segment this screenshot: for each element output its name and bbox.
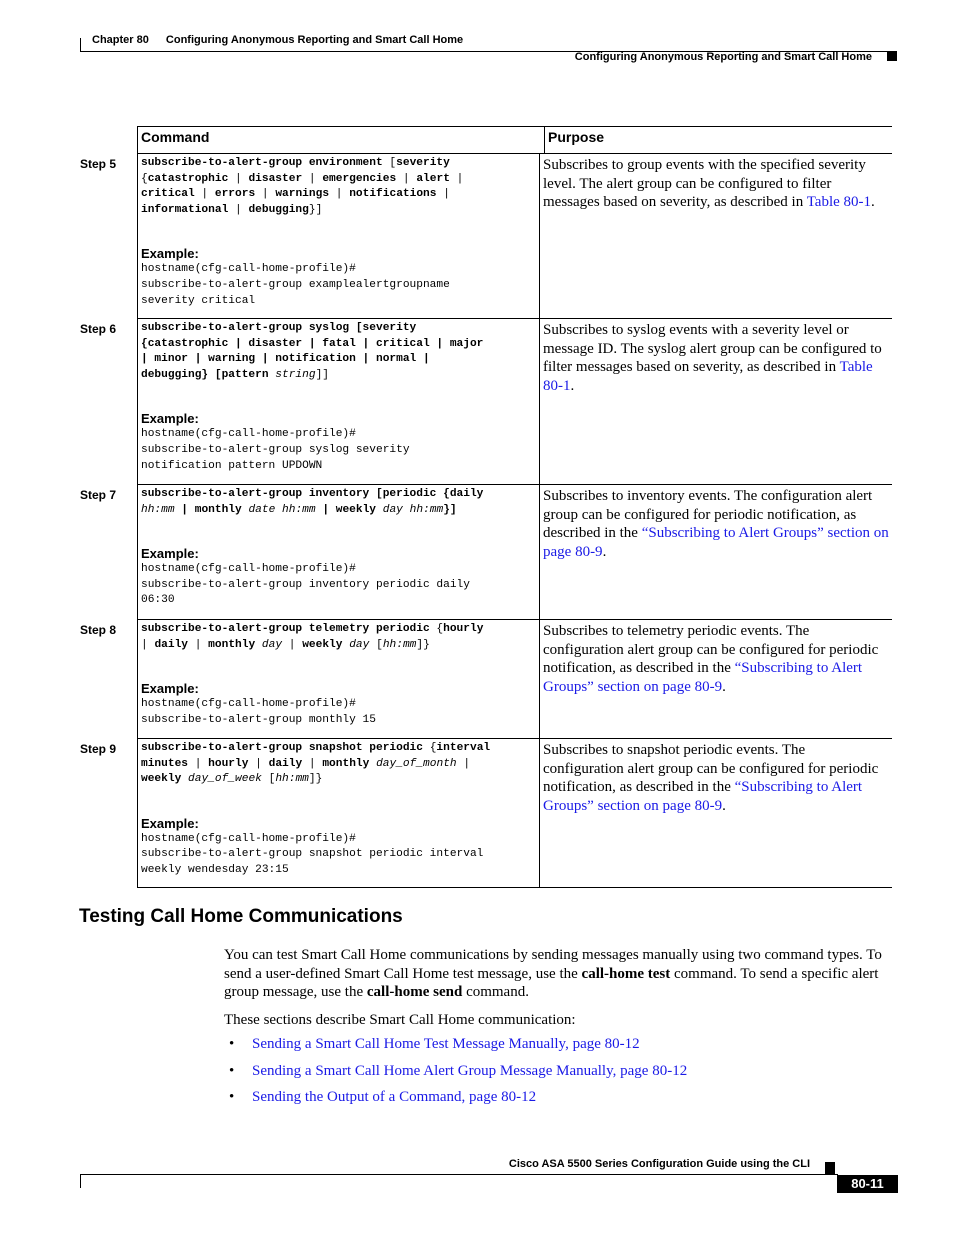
sections-intro: These sections describe Smart Call Home communication: xyxy=(224,1012,576,1028)
list-item xyxy=(229,1089,687,1116)
command-syntax: subscribe-to-alert-group syslog [severity {catastrophic | disaster | fatal | critical | major | minor | warning | notification | normal | debugging} [pattern string]] xyxy=(141,322,484,381)
section-reference-link[interactable]: “Subscribing to Alert Groups” section on page 80-9 xyxy=(543,779,863,815)
purpose-text: Subscribes to snapshot periodic events. The configuration alert group can be configured for periodic notification, as described in the xyxy=(543,742,879,796)
command-cell xyxy=(137,620,540,738)
section-link-list xyxy=(229,1036,687,1116)
command-cell xyxy=(137,485,540,619)
command-cell xyxy=(137,154,540,318)
command-keyword: call-home test xyxy=(581,965,671,982)
purpose-end: . xyxy=(602,544,607,561)
page-number: 80-11 xyxy=(837,1175,898,1193)
list-item xyxy=(229,1036,687,1063)
command-table xyxy=(80,126,892,888)
step-label: Step 8 xyxy=(80,623,117,637)
step-label: Step 6 xyxy=(80,322,117,336)
purpose-cell xyxy=(540,485,892,619)
purpose-end: . xyxy=(570,378,575,395)
purpose-cell xyxy=(540,154,892,318)
command-syntax: subscribe-to-alert-group snapshot periodic {interval minutes | hourly | daily | monthly day_of_month | weekly day_of_week [hh:mm]} xyxy=(141,742,491,786)
example-label: Example: xyxy=(141,411,199,427)
purpose-text: Subscribes to syslog events with a severity level or message ID. The syslog alert group can be configured to filter messages based on severity, as described in xyxy=(543,322,882,376)
list-item xyxy=(229,1063,687,1090)
paragraph-text: You can test Smart Call Home communications by sending messages manually using two command types. To send a user-defined Smart Call Home test message, use the xyxy=(224,947,882,982)
step-label: Step 5 xyxy=(80,157,117,171)
purpose-cell xyxy=(540,739,892,887)
table-row xyxy=(80,485,892,620)
footer-rule-tick xyxy=(80,1174,81,1188)
command-syntax: subscribe-to-alert-group environment [severity {catastrophic | disaster | emergencies | alert | critical | errors | warnings | notifications | informational | debugging}] xyxy=(141,157,464,216)
table-reference-link[interactable]: Table 80-1 xyxy=(543,359,873,395)
bullet-icon: • xyxy=(229,1062,235,1079)
cross-reference-link[interactable]: Sending the Output of a Command, page 80-12 xyxy=(252,1089,537,1105)
chapter-number: Chapter 80 xyxy=(92,34,149,46)
section-reference-link[interactable]: “Subscribing to Alert Groups” section on page 80-9 xyxy=(543,660,863,696)
step-label: Step 7 xyxy=(80,488,117,502)
header-marker-block xyxy=(887,51,897,61)
example-label: Example: xyxy=(141,815,199,831)
bullet-icon: • xyxy=(229,1036,235,1052)
purpose-text: Subscribes to group events with the specified severity level. The alert group can be configured to filter messages based on severity, as described in xyxy=(543,157,866,211)
section-running-title: Configuring Anonymous Reporting and Smart Call Home xyxy=(574,51,872,63)
command-syntax: subscribe-to-alert-group inventory [periodic {daily hh:mm | monthly date hh:mm | weekly day hh:mm}] xyxy=(141,488,484,516)
purpose-cell xyxy=(540,319,892,484)
purpose-end: . xyxy=(871,194,875,211)
purpose-end: . xyxy=(722,798,726,815)
section-heading: Testing Call Home Communications xyxy=(79,906,403,927)
bullet-icon: • xyxy=(229,1089,235,1105)
step-label: Step 9 xyxy=(80,742,117,756)
example-code: hostname(cfg-call-home-profile)# subscribe-to-alert-group snapshot periodic interval weekly wendesday 23:15 xyxy=(141,832,484,876)
command-keyword: call-home send xyxy=(366,984,463,1001)
table-row xyxy=(80,620,892,739)
cross-reference-link[interactable]: Sending a Smart Call Home Alert Group Message Manually, page 80-12 xyxy=(252,1062,688,1079)
example-label: Example: xyxy=(141,681,199,697)
footer-marker-block xyxy=(825,1162,835,1174)
purpose-text: Subscribes to telemetry periodic events. The configuration alert group can be configured for periodic notification, as described in the xyxy=(543,623,879,677)
example-code: hostname(cfg-call-home-profile)# subscribe-to-alert-group inventory periodic daily 06:30 xyxy=(141,563,470,607)
table-row xyxy=(80,154,892,319)
header-rule-tick xyxy=(80,38,81,52)
table-row xyxy=(80,319,892,485)
running-header xyxy=(92,34,477,46)
purpose-end: . xyxy=(722,679,726,696)
column-header-command: Command xyxy=(137,127,545,153)
paragraph-text: command. To send a specific alert group message, use the xyxy=(224,965,879,1001)
purpose-cell xyxy=(540,620,892,738)
command-cell xyxy=(137,319,540,484)
footer-rule xyxy=(80,1174,838,1175)
table-row xyxy=(80,739,892,888)
paragraph-text: command. xyxy=(462,984,529,1001)
command-syntax: subscribe-to-alert-group telemetry periodic {hourly | daily | monthly day | weekly day [hh:mm]} xyxy=(141,623,484,651)
example-label: Example: xyxy=(141,246,199,262)
chapter-title: Configuring Anonymous Reporting and Smart Call Home xyxy=(165,34,464,46)
column-header-purpose: Purpose xyxy=(548,129,605,145)
footer-book-title: Cisco ASA 5500 Series Configuration Guide using the CLI xyxy=(508,1158,810,1170)
intro-paragraph xyxy=(224,946,900,1002)
purpose-text: Subscribes to inventory events. The configuration alert group can be configured for periodic notification, as described in the xyxy=(543,488,873,542)
table-reference-link[interactable]: Table 80-1 xyxy=(806,194,872,211)
example-code: hostname(cfg-call-home-profile)# subscribe-to-alert-group examplealertgroupname severity critical xyxy=(141,263,450,307)
example-label: Example: xyxy=(141,546,199,562)
example-code: hostname(cfg-call-home-profile)# subscribe-to-alert-group monthly 15 xyxy=(141,698,376,726)
table-header xyxy=(137,126,892,154)
example-code: hostname(cfg-call-home-profile)# subscribe-to-alert-group syslog severity notification pattern UPDOWN xyxy=(141,428,410,472)
section-reference-link[interactable]: “Subscribing to Alert Groups” section on page 80-9 xyxy=(543,525,889,561)
cross-reference-link[interactable]: Sending a Smart Call Home Test Message Manually, page 80-12 xyxy=(252,1036,640,1052)
command-cell xyxy=(137,739,540,887)
